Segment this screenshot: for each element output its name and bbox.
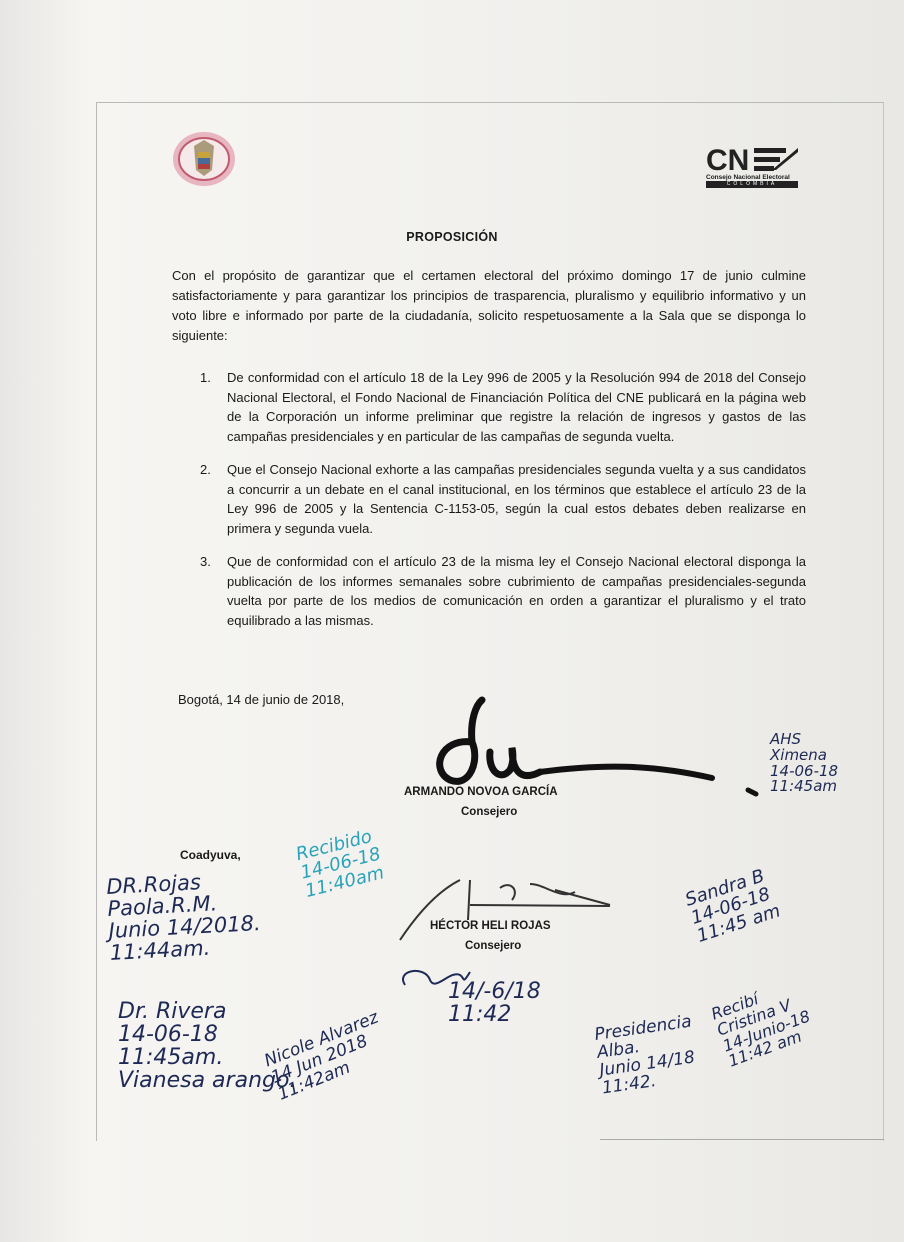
cne-country-bar: COLOMBIA xyxy=(706,181,798,188)
list-item-number: 2. xyxy=(200,462,211,477)
handwritten-nicole: Nicole Alvarez 14 Jun 2018 11:42am xyxy=(261,1007,382,1105)
handwritten-sandra: Sandra B 14-06-18 11:45 am xyxy=(682,865,783,947)
svg-text:CN: CN xyxy=(706,144,750,177)
handwritten-ximena: AHS Ximena 14-06-18 11:45am xyxy=(770,730,839,796)
list-item-text: De conformidad con el artículo 18 de la Ley 996 de 2005 y la Resolución 994 de 2018 del Consejo Nacional Electoral, el Fondo Nacional de Financiación Política del CNE publicará en la página web de la Corporación un informe preliminar que registre la relación de ingresos y gastos de las campañas presidenciales y en particular de las campañas de segunda vuelta. xyxy=(227,370,806,444)
scan-edge-shadow xyxy=(0,0,90,1242)
signer2-role: Consejero xyxy=(465,940,522,952)
list-item-text: Que el Consejo Nacional exhorte a las campañas presidenciales segunda vuelta y a sus candidatos a concurrir a un debate en el canal institucional, en los términos que establece el artículo 23 de la Ley 996 de 2005 y la Sentencia C-1153-05, según la cual estos debates deben realizarse en primera y segunda vuela. xyxy=(227,462,806,536)
handwritten-middle: 14/-6/18 11:42 xyxy=(448,979,541,1028)
cne-name: Consejo Nacional Electoral xyxy=(706,174,790,181)
intro-paragraph: Con el propósito de garantizar que el certamen electoral del próximo domingo 17 de junio culmine satisfactoriamente y para garantizar los principios de trasparencia, pluralismo y equilibrio informativo y un voto libre e informado por parte de la ciudadanía, solicito respetuosamente a la Sala que se disponga lo siguiente: xyxy=(172,268,806,343)
place-date: Bogotá, 14 de junio de 2018, xyxy=(178,692,345,707)
signer1-name: ARMANDO NOVOA GARCÍA xyxy=(404,786,558,798)
handwritten-presidencia: Presidencia Alba. Junio 14/18 11:42. xyxy=(593,1011,697,1098)
document-title: PROPOSICIÓN xyxy=(406,230,498,244)
handwritten-cristina: Recibí Cristina V 14-Junio-18 11:42 am xyxy=(708,989,813,1071)
list-item-2 xyxy=(200,460,806,538)
page-frame-bottom xyxy=(600,1139,884,1140)
handwritten-rivera: Dr. Rivera 14-06-18 11:45am. Vianesa arango. xyxy=(118,999,297,1094)
list-item-3 xyxy=(200,552,806,630)
list-item-number: 3. xyxy=(200,554,211,569)
list-item-number: 1. xyxy=(200,370,211,385)
handwritten-rojas: DR.Rojas Paola.R.M. Junio 14/2018. 11:44am. xyxy=(105,870,262,966)
coadyuva-label: Coadyuva, xyxy=(180,848,241,862)
colombia-coat-of-arms-icon xyxy=(172,130,236,188)
list-item-1 xyxy=(200,368,806,446)
signer1-role: Consejero xyxy=(461,806,518,818)
handwritten-teal: Recibido 14-06-18 11:40am xyxy=(293,826,387,902)
signer2-name: HÉCTOR HELI ROJAS xyxy=(430,920,551,932)
list-item-text: Que de conformidad con el artículo 23 de la misma ley el Consejo Nacional electoral disponga la publicación de los informes semanales sobre cubrimiento de campañas presidenciales-segunda vuelta por parte de los medios de comunicación en orden a garantizar el pluralismo y el trato equilibrado a las mismas. xyxy=(227,554,806,628)
